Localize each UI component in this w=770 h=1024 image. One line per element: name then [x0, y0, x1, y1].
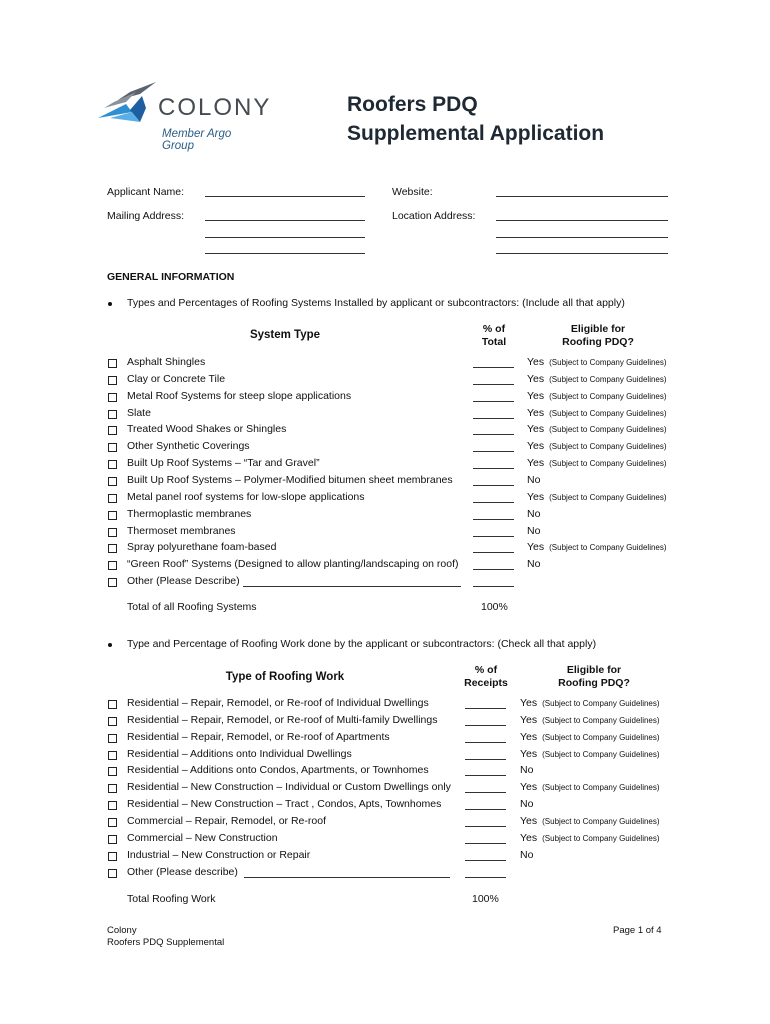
eligible-note: (Subject to Company Guidelines) — [549, 391, 667, 401]
row-label: Asphalt Shingles — [127, 356, 206, 368]
eligible-value — [520, 764, 533, 776]
eligible-answer: Yes — [527, 406, 545, 419]
section-heading: GENERAL INFORMATION — [107, 271, 235, 283]
checkbox[interactable] — [108, 528, 117, 537]
eligible-value — [527, 508, 540, 520]
checkbox[interactable] — [108, 852, 117, 861]
row-label: Built Up Roof Systems – “Tar and Gravel” — [127, 457, 320, 470]
title-line-1: Roofers PDQ — [347, 93, 478, 116]
applicant-name-label: Applicant Name: — [107, 186, 185, 198]
applicant-name-field[interactable] — [205, 196, 365, 197]
eligible-answer: No — [520, 764, 534, 777]
eligible-note: (Subject to Company Guidelines) — [549, 492, 667, 502]
percent-field[interactable] — [465, 843, 506, 844]
row-label: Clay or Concrete Tile — [127, 372, 226, 385]
work-col-eligible — [544, 664, 644, 690]
systems-col-pct-2: Total — [481, 336, 507, 348]
eligible-answer: Yes — [527, 541, 545, 554]
row-label: Commercial – New Construction — [127, 831, 278, 844]
row-label: Residential – New Construction – Tract , Condos, Apts, Townhomes — [127, 798, 442, 811]
checkbox[interactable] — [108, 511, 117, 520]
work-col-pct — [456, 664, 516, 690]
eligible-value — [520, 748, 660, 760]
percent-field[interactable] — [473, 485, 514, 486]
checkbox[interactable] — [108, 717, 117, 726]
mailing-address-field-2[interactable] — [205, 237, 365, 238]
eligible-value — [527, 457, 667, 469]
eligible-answer: Yes — [520, 831, 538, 844]
eligible-note: (Subject to Company Guidelines) — [542, 732, 660, 742]
percent-field[interactable] — [465, 725, 506, 726]
work-col-pct-2: Receipts — [464, 677, 508, 689]
eligible-answer: No — [520, 798, 534, 811]
work-question: Type and Percentage of Roofing Work done by the applicant or subcontractors: (Check all that apply) — [127, 638, 597, 650]
row-label: Residential – Additions onto Condos, Apartments, or Townhomes — [127, 764, 429, 777]
eligible-answer: Yes — [520, 697, 538, 709]
row-label: Metal Roof Systems for steep slope applications — [127, 389, 352, 402]
other-describe-field[interactable] — [243, 586, 461, 587]
systems-total-value: 100% — [481, 601, 508, 613]
row-label: Other Synthetic Coverings — [127, 440, 250, 453]
eligible-note: (Subject to Company Guidelines) — [549, 358, 667, 367]
work-col-eligible-2: Roofing PDQ? — [558, 677, 630, 689]
eligible-value — [520, 714, 660, 726]
checkbox[interactable] — [108, 460, 117, 469]
percent-field[interactable] — [473, 418, 514, 419]
work-total-label: Total Roofing Work — [127, 893, 216, 905]
eligible-note: (Subject to Company Guidelines) — [542, 816, 660, 826]
eligible-answer: Yes — [520, 713, 538, 726]
checkbox[interactable] — [108, 426, 117, 435]
row-label: Residential – Repair, Remodel, or Re-roof of Apartments — [127, 730, 390, 743]
checkbox[interactable] — [108, 784, 117, 793]
location-address-label: Location Address: — [392, 210, 476, 222]
checkbox[interactable] — [108, 818, 117, 827]
work-col-pct-1: % of — [474, 664, 498, 676]
percent-field[interactable] — [473, 451, 514, 452]
bullet-icon — [108, 302, 112, 306]
footer-page-number: Page 1 of 4 — [613, 925, 662, 936]
row-label: Other (Please Describe) — [127, 575, 240, 588]
checkbox[interactable] — [108, 869, 117, 878]
eligible-value — [527, 407, 667, 419]
checkbox[interactable] — [108, 410, 117, 419]
eligible-answer: Yes — [527, 423, 545, 436]
work-total-value: 100% — [472, 893, 499, 905]
eligible-answer: Yes — [527, 440, 545, 453]
eligible-value — [527, 423, 667, 435]
eligible-note: (Subject to Company Guidelines) — [549, 408, 667, 418]
eligible-value — [520, 798, 533, 810]
eligible-value — [520, 781, 660, 793]
brand-subtitle: Member Argo Group — [162, 128, 232, 152]
eligible-value — [520, 832, 660, 844]
eligible-answer: No — [520, 848, 534, 861]
row-label: Treated Wood Shakes or Shingles — [127, 423, 287, 436]
systems-total-label: Total of all Roofing Systems — [127, 601, 257, 613]
eligible-answer: Yes — [520, 814, 538, 827]
eligible-note: (Subject to Company Guidelines) — [549, 459, 667, 469]
checkbox[interactable] — [108, 767, 117, 776]
eligible-value — [527, 474, 540, 486]
percent-field[interactable] — [473, 502, 514, 503]
eligible-value — [527, 558, 540, 570]
eligible-note: (Subject to Company Guidelines) — [549, 442, 667, 452]
eligible-answer: No — [527, 473, 541, 486]
row-label: Slate — [127, 406, 151, 419]
systems-col-eligible — [548, 323, 648, 349]
title-line-2: Supplemental Application — [347, 122, 605, 145]
row-label: Metal panel roof systems for low-slope applications — [127, 490, 365, 503]
eligible-value — [520, 697, 660, 709]
row-label: “Green Roof” Systems (Designed to allow planting/landscaping on roof) — [127, 558, 459, 571]
percent-field[interactable] — [465, 792, 506, 793]
website-label: Website: — [392, 186, 433, 198]
percent-field[interactable] — [465, 759, 506, 760]
work-col-eligible-1: Eligible for — [566, 664, 622, 676]
eligible-answer: Yes — [527, 457, 545, 470]
checkbox[interactable] — [108, 734, 117, 743]
systems-question: Types and Percentages of Roofing Systems Installed by applicant or subcontractors: (Include all that apply) — [127, 297, 625, 309]
eligible-answer: Yes — [520, 730, 538, 743]
checkbox[interactable] — [108, 578, 117, 587]
eligible-answer: Yes — [527, 490, 545, 503]
checkbox[interactable] — [108, 393, 117, 402]
eligible-note: (Subject to Company Guidelines) — [549, 425, 667, 435]
percent-field[interactable] — [465, 742, 506, 743]
eligible-value — [527, 525, 540, 537]
eligible-value — [527, 440, 667, 452]
checkbox[interactable] — [108, 835, 117, 844]
eligible-answer: Yes — [527, 372, 545, 385]
eligible-value — [527, 356, 667, 368]
checkbox[interactable] — [108, 494, 117, 503]
location-address-field-3[interactable] — [496, 253, 668, 254]
checkbox[interactable] — [108, 751, 117, 760]
percent-field[interactable] — [473, 519, 514, 520]
footer-company: Colony — [107, 925, 137, 936]
eligible-note: (Subject to Company Guidelines) — [542, 783, 660, 793]
eligible-value — [520, 815, 660, 827]
systems-col-pct-1: % of — [482, 323, 506, 335]
percent-field[interactable] — [473, 536, 514, 537]
other-describe-field[interactable] — [244, 877, 450, 878]
eligible-answer: No — [527, 524, 541, 537]
percent-field[interactable] — [473, 434, 514, 435]
eligible-value — [520, 849, 533, 861]
work-col-type: Type of Roofing Work — [225, 671, 345, 683]
colony-logo-icon — [96, 82, 160, 122]
row-label: Other (Please describe) — [127, 865, 238, 878]
row-label: Thermoset membranes — [127, 524, 236, 537]
eligible-value — [527, 491, 667, 503]
location-address-field-1[interactable] — [496, 220, 668, 221]
percent-field[interactable] — [473, 384, 514, 385]
eligible-note: (Subject to Company Guidelines) — [542, 715, 660, 725]
systems-col-eligible-1: Eligible for — [570, 323, 626, 335]
checkbox[interactable] — [108, 443, 117, 452]
row-label: Spray polyurethane foam-based — [127, 541, 277, 554]
systems-col-type: System Type — [249, 329, 321, 341]
percent-field[interactable] — [473, 367, 514, 368]
eligible-value — [527, 373, 667, 385]
brand-name: COLONY — [158, 94, 272, 121]
row-label: Built Up Roof Systems – Polymer-Modified bitumen sheet membranes — [127, 473, 453, 486]
percent-field[interactable] — [465, 826, 506, 827]
percent-field[interactable] — [465, 860, 506, 861]
eligible-value — [527, 541, 667, 553]
eligible-note: (Subject to Company Guidelines) — [549, 374, 667, 384]
eligible-answer: No — [527, 558, 541, 571]
percent-field[interactable] — [473, 552, 514, 553]
mailing-address-field-1[interactable] — [205, 220, 365, 221]
eligible-note: (Subject to Company Guidelines) — [542, 749, 660, 759]
page-title — [347, 90, 604, 148]
checkbox[interactable] — [108, 376, 117, 385]
footer-form-name: Roofers PDQ Supplemental — [107, 937, 225, 948]
bullet-icon — [108, 643, 112, 647]
row-label: Residential – Repair, Remodel, or Re-roof of Individual Dwellings — [127, 697, 429, 709]
mailing-address-label: Mailing Address: — [107, 210, 185, 222]
percent-field[interactable] — [465, 809, 506, 810]
systems-col-eligible-2: Roofing PDQ? — [562, 336, 634, 348]
eligible-note: (Subject to Company Guidelines) — [549, 543, 667, 553]
colony-logo — [96, 82, 272, 152]
row-label: Industrial – New Construction or Repair — [127, 848, 311, 861]
location-address-field-2[interactable] — [496, 237, 668, 238]
percent-field[interactable] — [473, 468, 514, 469]
mailing-address-field-3[interactable] — [205, 253, 365, 254]
percent-field[interactable] — [473, 569, 514, 570]
eligible-value — [520, 731, 660, 743]
percent-field[interactable] — [465, 877, 506, 878]
checkbox[interactable] — [108, 477, 117, 486]
eligible-answer: Yes — [527, 356, 545, 368]
eligible-note: (Subject to Company Guidelines) — [542, 833, 660, 843]
row-label: Residential – Additions onto Individual Dwellings — [127, 747, 352, 760]
checkbox[interactable] — [108, 359, 117, 368]
row-label: Commercial – Repair, Remodel, or Re-roof — [127, 814, 326, 827]
row-label: Residential – Repair, Remodel, or Re-roof of Multi-family Dwellings — [127, 713, 438, 726]
checkbox[interactable] — [108, 561, 117, 570]
eligible-answer: Yes — [520, 781, 538, 794]
percent-field[interactable] — [473, 586, 514, 587]
row-label: Residential – New Construction – Individual or Custom Dwellings only — [127, 781, 451, 794]
systems-col-pct — [464, 323, 524, 349]
eligible-note: (Subject to Company Guidelines) — [542, 699, 660, 708]
checkbox[interactable] — [108, 544, 117, 553]
percent-field[interactable] — [473, 401, 514, 402]
eligible-value — [527, 390, 667, 402]
checkbox[interactable] — [108, 801, 117, 810]
percent-field[interactable] — [465, 775, 506, 776]
website-field[interactable] — [496, 196, 668, 197]
eligible-answer: No — [527, 507, 541, 520]
eligible-answer: Yes — [527, 389, 545, 402]
checkbox[interactable] — [108, 700, 117, 709]
percent-field[interactable] — [465, 708, 506, 709]
eligible-answer: Yes — [520, 747, 538, 760]
row-label: Thermoplastic membranes — [127, 507, 252, 520]
